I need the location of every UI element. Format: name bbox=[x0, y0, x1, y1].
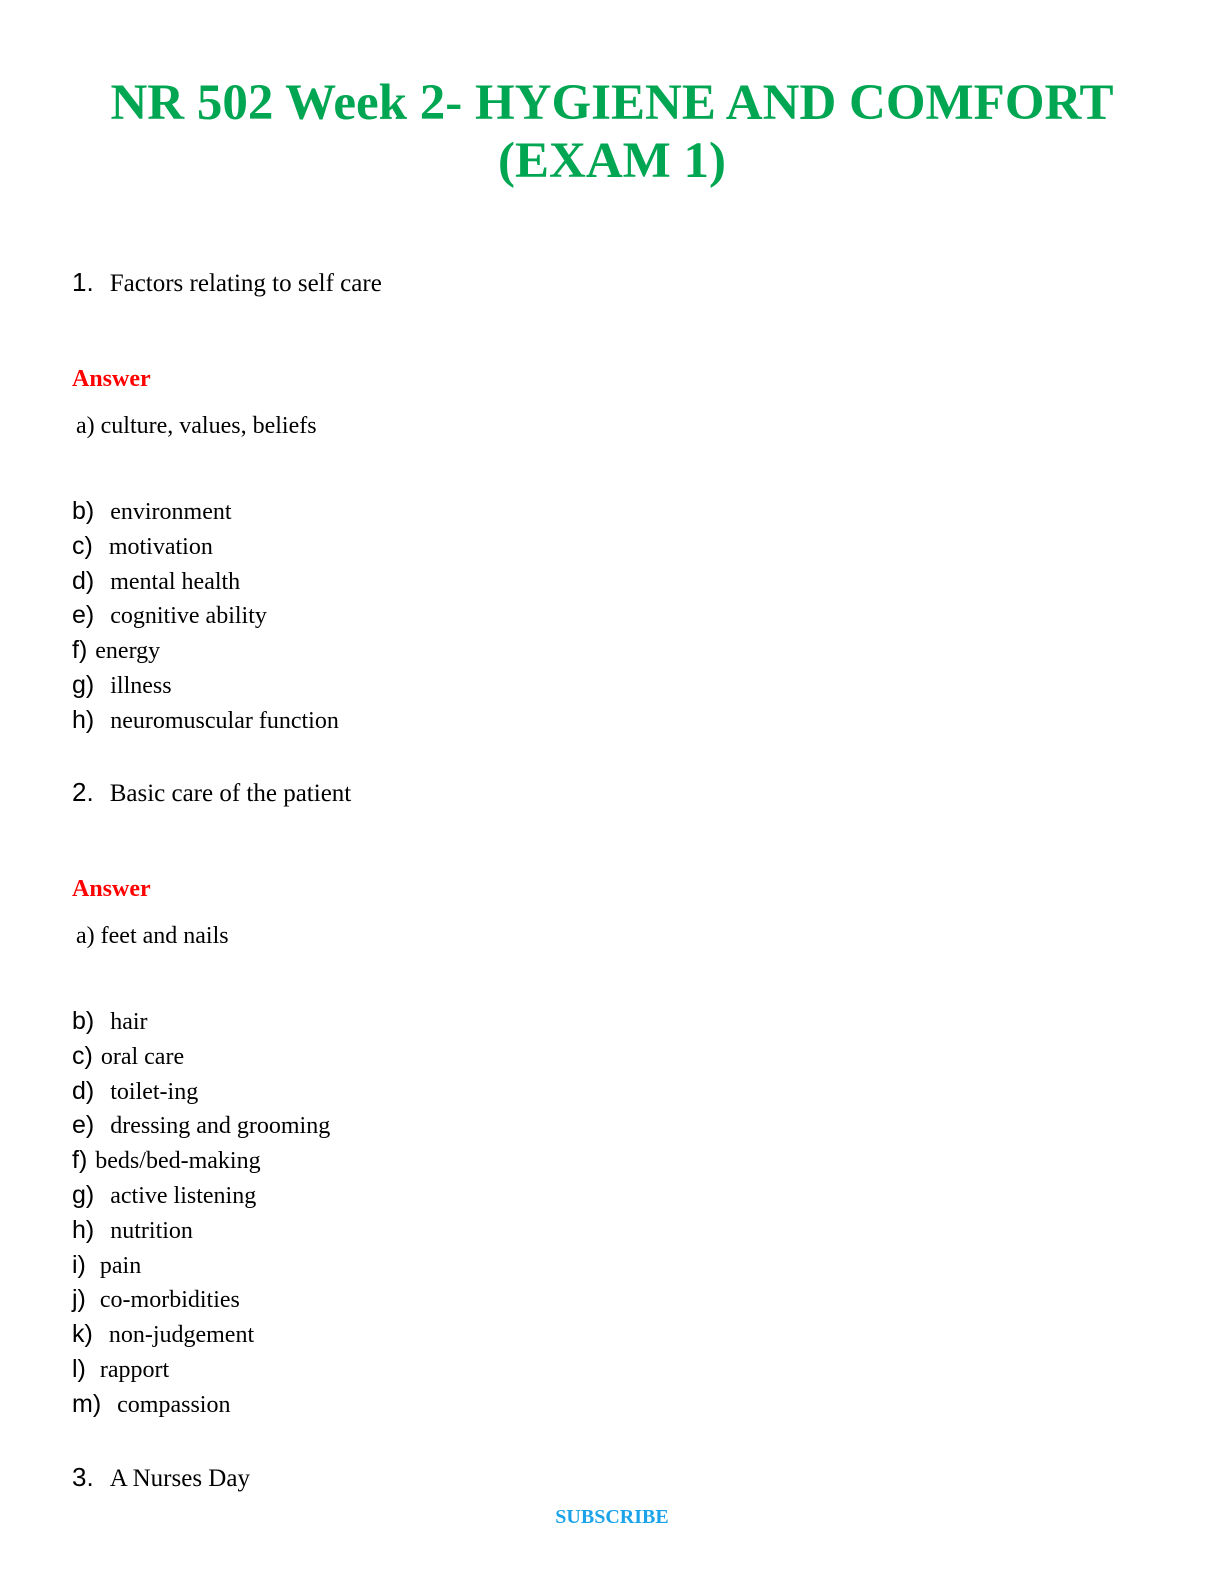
answer-option-a-1: a) culture, values, beliefs bbox=[76, 413, 317, 439]
option-text: neuromuscular function bbox=[110, 707, 339, 734]
option-letter: g) bbox=[72, 1180, 95, 1209]
question-1 bbox=[72, 267, 382, 299]
answer-options-list-2 bbox=[72, 1006, 330, 1424]
question-text: Basic care of the patient bbox=[109, 780, 352, 807]
option-letter: e) bbox=[72, 1111, 95, 1140]
list-item bbox=[72, 1354, 330, 1389]
option-text: pain bbox=[99, 1252, 142, 1279]
option-text: rapport bbox=[99, 1356, 170, 1383]
option-letter: h) bbox=[72, 1215, 95, 1244]
answer-option-a-2: a) feet and nails bbox=[76, 923, 229, 949]
option-letter: g) bbox=[72, 670, 95, 699]
question-2 bbox=[72, 777, 351, 809]
option-letter: c) bbox=[72, 1041, 93, 1070]
list-item bbox=[72, 1076, 330, 1111]
option-text: energy bbox=[95, 638, 161, 665]
list-item bbox=[72, 670, 339, 705]
option-letter: j) bbox=[72, 1285, 86, 1314]
question-number: 2. bbox=[72, 777, 94, 807]
option-letter: f) bbox=[72, 636, 88, 665]
answer-options-list-1 bbox=[72, 496, 339, 740]
title-line-2: (EXAM 1) bbox=[497, 133, 727, 189]
option-text: nutrition bbox=[110, 1217, 193, 1244]
question-number: 3. bbox=[72, 1462, 94, 1492]
option-letter: l) bbox=[72, 1354, 86, 1383]
list-item bbox=[72, 566, 339, 601]
question-text: Factors relating to self care bbox=[109, 270, 382, 297]
list-item bbox=[72, 1180, 330, 1215]
list-item bbox=[72, 1319, 330, 1354]
option-text: dressing and grooming bbox=[110, 1113, 331, 1140]
option-letter: b) bbox=[72, 497, 95, 525]
list-item bbox=[72, 531, 339, 566]
option-letter: d) bbox=[72, 1076, 95, 1105]
list-item bbox=[72, 1006, 330, 1041]
option-text: mental health bbox=[110, 568, 241, 595]
list-item bbox=[72, 1215, 330, 1250]
option-letter: c) bbox=[72, 531, 93, 560]
option-text: illness bbox=[110, 672, 172, 699]
option-text: oral care bbox=[100, 1043, 185, 1070]
option-text: toilet-ing bbox=[110, 1078, 199, 1105]
list-item bbox=[72, 1250, 330, 1285]
option-text: cognitive ability bbox=[110, 603, 267, 630]
list-item bbox=[72, 1145, 330, 1180]
answer-label-1: Answer bbox=[72, 366, 151, 392]
option-letter: f) bbox=[72, 1146, 88, 1175]
list-item bbox=[72, 705, 339, 740]
subscribe-link[interactable]: SUBSCRIBE bbox=[555, 1506, 669, 1528]
option-text: hair bbox=[110, 1009, 148, 1035]
option-text: environment bbox=[110, 499, 232, 525]
list-item bbox=[72, 1389, 330, 1424]
option-text: beds/bed-making bbox=[95, 1148, 261, 1175]
question-text: A Nurses Day bbox=[109, 1465, 250, 1492]
question-number: 1. bbox=[72, 267, 94, 297]
option-letter: k) bbox=[72, 1320, 93, 1349]
option-letter: b) bbox=[72, 1007, 95, 1035]
question-3 bbox=[72, 1462, 250, 1494]
option-letter: d) bbox=[72, 566, 95, 595]
option-letter: m) bbox=[72, 1389, 102, 1418]
option-text: compassion bbox=[117, 1391, 231, 1418]
list-item bbox=[72, 496, 339, 531]
title-line-1: NR 502 Week 2- HYGIENE AND COMFORT bbox=[110, 75, 1114, 131]
document-title bbox=[0, 74, 1224, 190]
option-letter: h) bbox=[72, 705, 95, 734]
list-item bbox=[72, 1041, 330, 1076]
option-letter: e) bbox=[72, 601, 95, 630]
answer-label-2: Answer bbox=[72, 876, 151, 902]
list-item bbox=[72, 1110, 330, 1145]
option-text: motivation bbox=[108, 533, 213, 560]
list-item bbox=[72, 635, 339, 670]
list-item bbox=[72, 600, 339, 635]
option-letter: i) bbox=[72, 1250, 86, 1279]
option-text: co-morbidities bbox=[99, 1287, 240, 1314]
option-text: non-judgement bbox=[108, 1322, 255, 1349]
option-text: active listening bbox=[110, 1182, 257, 1209]
list-item bbox=[72, 1284, 330, 1319]
